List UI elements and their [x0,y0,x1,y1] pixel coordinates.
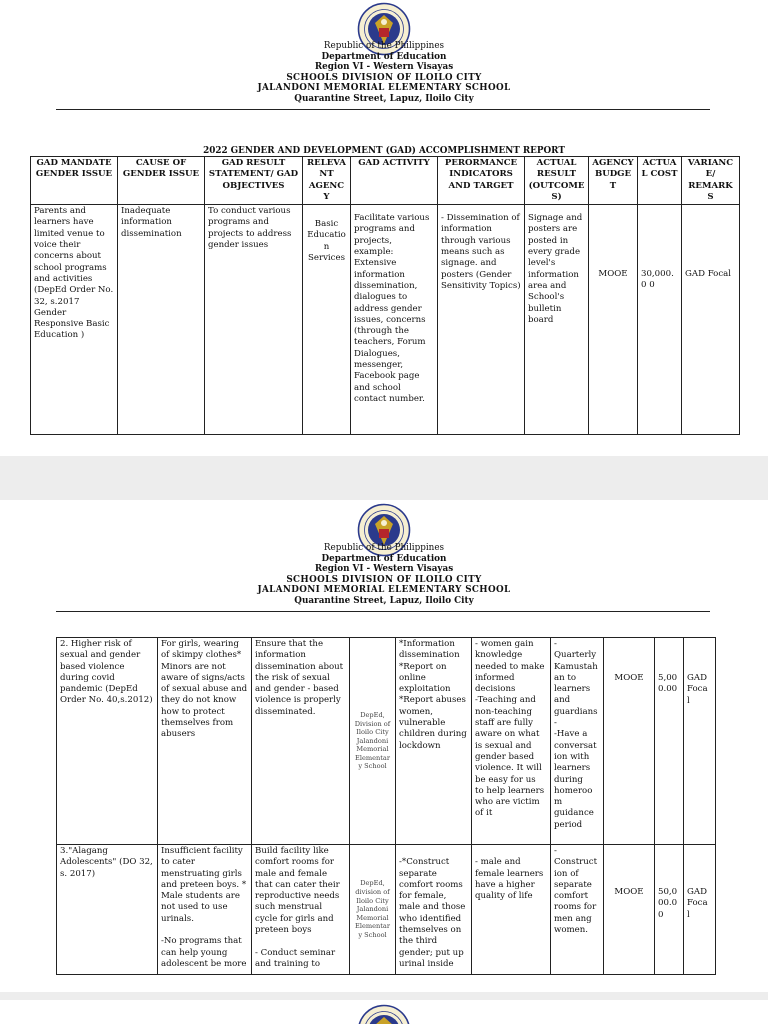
letterhead-address: Quarantine Street, Lapuz, Iloilo City [294,595,474,606]
cell-cause: Insufficient facility to cater menstruating girls and preteen boys. * Male students are not used to use urinals. -No programs that can help young adolescent be more [158,845,252,975]
letterhead [0,41,768,105]
cell-indicators: - Dissemination of information through various means such as signage. and posters (Gender Sensitivity Topics) [438,205,525,435]
letterhead-division: SCHOOLS DIVISION OF ILOILO CITY [286,574,482,585]
header-result: GAD RESULT STATEMENT/ GAD OBJECTIVES [205,157,303,205]
cell-remarks: GAD Focal [682,205,740,435]
letterhead-country: Republic of the Philippines [323,543,445,553]
cell-cost: 50,0 00.0 0 [655,845,684,975]
accomplishment-table [30,156,740,435]
cell-result: Ensure that the information dissemination about the risk of sexual and gender - based violence is properly disseminated. [252,638,350,845]
header-cause: CAUSE OF GENDER ISSUE [118,157,205,205]
letterhead-school: JALANDONI MEMORIAL ELEMENTARY SCHOOL [257,585,511,596]
cell-agency: Basic Educatio n Services [303,205,351,435]
cell-result: Build facility like comfort rooms for male and female that can cater their reproductive needs such menstrual cycle for girls and preteen boys - Conduct seminar and training to [252,845,350,975]
deped-seal-icon [357,1004,411,1024]
cell-cause: Inadequate information dissemination [118,205,205,435]
cell-activity: *Information dissemination *Report on online exploitation *Report abuses women, vulnerable children during lockdown [396,638,472,845]
cell-cause: For girls, wearing of skimpy clothes* Minors are not aware of signs/acts of sexual abuse and they do not know how to protect themselves from abusers [158,638,252,845]
letterhead-region: Region VI - Western Visayas [314,564,454,575]
accomplishment-table-continued [56,637,716,975]
cell-budget: MOOE [604,845,655,975]
cell-indicators: - women gain knowledge needed to make informed decisions -Teaching and non-teaching staff are fully aware on what is sexual and gender based violence. It will be easy for us to help learners who are victim of it [472,638,551,845]
letterhead-country: Republic of the Philippines [323,41,445,51]
cell-outcome: Signage and posters are posted in every grade level's information area and School's bulletin board [525,205,589,435]
letterhead-divider [56,109,710,110]
cell-budget: MOOE [604,638,655,845]
document-page-2 [0,500,768,992]
cell-remarks: GAD Foca l [684,845,716,975]
table-header-row [31,157,740,205]
cell-mandate: 3."Alagang Adolescents" (DO 32, s. 2017) [57,845,158,975]
table-row [31,205,740,435]
letterhead-address: Quarantine Street, Lapuz, Iloilo City [294,93,474,104]
table-row [57,845,716,975]
letterhead-division: SCHOOLS DIVISION OF ILOILO CITY [286,72,482,83]
header-cost: ACTUAL COST [638,157,682,205]
cell-agency: DepEd, Division of Iloilo City Jalandoni Memorial Elementar y School [350,638,396,845]
cell-cost: 5,00 0.00 [655,638,684,845]
cell-remarks: GAD Foca l [684,638,716,845]
cell-mandate: 2. Higher risk of sexual and gender based violence during covid pandemic (DepEd Order No. 40,s.2012) [57,638,158,845]
letterhead-region: Region VI - Western Visayas [314,62,454,73]
cell-budget: MOOE [589,205,638,435]
cell-cost: 30,000.0 0 [638,205,682,435]
header-agency: RELEVA NT AGENCY [303,157,351,205]
header-mandate: GAD MANDATE GENDER ISSUE [31,157,118,205]
header-outcome: ACTUAL RESULT (OUTCOME S) [525,157,589,205]
cell-agency: DepEd, division of Iloilo City Jalandoni Memorial Elementar y School [350,845,396,975]
letterhead-department: Department of Education [321,553,447,564]
letterhead-department: Department of Education [321,51,447,62]
header-budget: AGENCY BUDGET [589,157,638,205]
cell-activity: Facilitate various programs and projects, example: Extensive information dissemination, dialogues to address gender issues, concerns (through the teachers, Forum Dialogues, messenger, Facebook page and school contact number. [351,205,438,435]
report-title: 2022 GENDER AND DEVELOPMENT (GAD) ACCOMPLISHMENT REPORT [203,146,565,156]
cell-activity: -*Construct separate comfort rooms for female, male and those who identified themselves on the third gender; put up urinal inside [396,845,472,975]
cell-outcome: - Quarterly Kamustah an to learners and guardians - -Have a conversat ion with learners during homeroo m guidance period [551,638,604,845]
cell-mandate: Parents and learners have limited venue to voice their concerns about school programs and activities (DepEd Order No. 32, s.2017 Gender Responsive Basic Education ) [31,205,118,435]
cell-outcome: - Construct ion of separate comfort rooms for men ang women. [551,845,604,975]
cell-result: To conduct various programs and projects to address gender issues [205,205,303,435]
letterhead-divider [56,611,710,612]
letterhead-school: JALANDONI MEMORIAL ELEMENTARY SCHOOL [257,83,511,94]
table-row [57,638,716,845]
document-page-3 [0,1000,768,1024]
letterhead [0,543,768,607]
header-remarks: VARIANC E/ REMARK S [682,157,740,205]
document-page-1 [0,0,768,456]
cell-indicators: - male and female learners have a higher quality of life [472,845,551,975]
header-activity: GAD ACTIVITY [351,157,438,205]
header-indicators: PERORMANCE INDICATORS AND TARGET [438,157,525,205]
